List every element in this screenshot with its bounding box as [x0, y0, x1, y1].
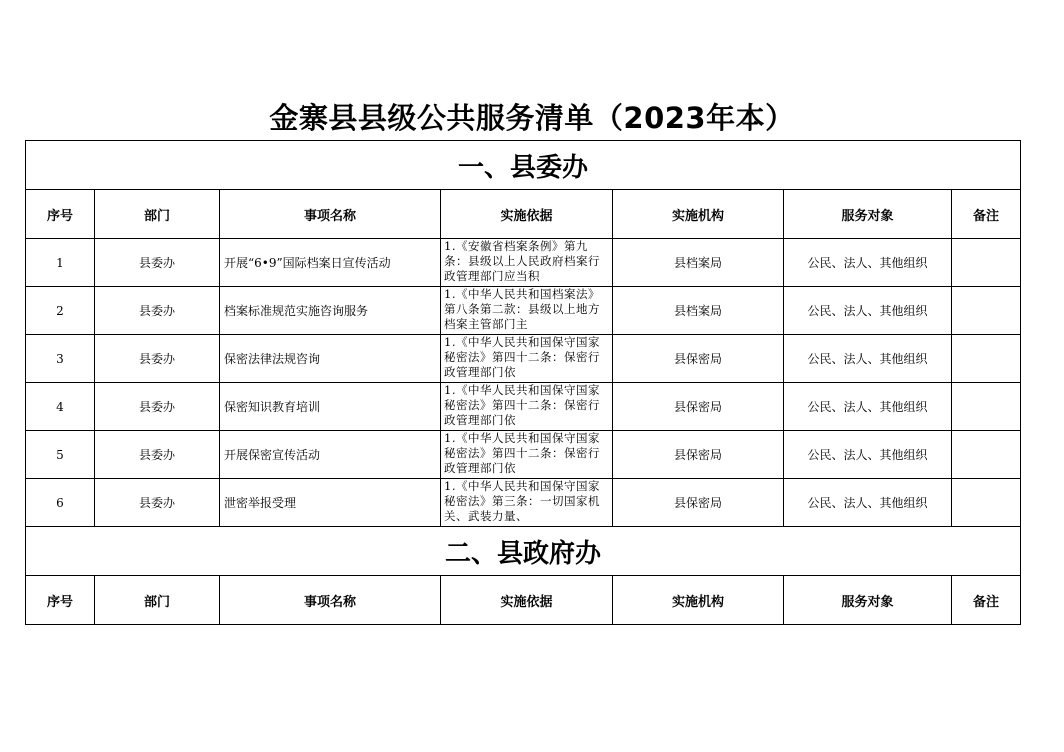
implementing-agency-cell: 县档案局: [613, 287, 784, 335]
implementing-agency-cell: 县保密局: [613, 479, 784, 527]
row-number-cell: 3: [26, 335, 95, 383]
service-item-cell: 泄密举报受理: [220, 479, 441, 527]
service-target-cell: 公民、法人、其他组织: [784, 383, 952, 431]
service-item-cell: 开展“6•9”国际档案日宣传活动: [220, 239, 441, 287]
remark-cell: [952, 239, 1021, 287]
legal-basis-text: 1.《安徽省档案条例》第九条：县级以上人民政府档案行政管理部门应当积: [444, 239, 600, 283]
column-header: 部门: [95, 576, 220, 625]
department-cell: 县委办: [95, 383, 220, 431]
column-header: 实施机构: [613, 576, 784, 625]
table-row: [26, 287, 1021, 335]
section-heading-row: [26, 527, 1021, 576]
row-number-cell: 1: [26, 239, 95, 287]
column-header: 服务对象: [784, 190, 952, 239]
legal-basis-cell: [441, 383, 613, 431]
remark-cell: [952, 431, 1021, 479]
legal-basis-cell: [441, 431, 613, 479]
service-item-cell: 档案标准规范实施咨询服务: [220, 287, 441, 335]
service-target-cell: 公民、法人、其他组织: [784, 239, 952, 287]
implementing-agency-cell: 县保密局: [613, 431, 784, 479]
table-row: [26, 431, 1021, 479]
department-cell: 县委办: [95, 431, 220, 479]
remark-cell: [952, 479, 1021, 527]
remark-cell: [952, 287, 1021, 335]
section-heading: 一、县委办: [26, 141, 1021, 190]
table-row: [26, 383, 1021, 431]
column-header: 序号: [26, 576, 95, 625]
column-header: 事项名称: [220, 190, 441, 239]
table-row: [26, 239, 1021, 287]
legal-basis-text: 1.《中华人民共和国保守国家秘密法》第四十二条：保密行政管理部门依: [444, 335, 600, 379]
department-cell: 县委办: [95, 239, 220, 287]
legal-basis-cell: [441, 335, 613, 383]
section-heading: 二、县政府办: [26, 527, 1021, 576]
service-target-cell: 公民、法人、其他组织: [784, 479, 952, 527]
row-number-cell: 5: [26, 431, 95, 479]
legal-basis-text: 1.《中华人民共和国保守国家秘密法》第三条：一切国家机关、武装力量、: [444, 479, 600, 523]
implementing-agency-cell: 县保密局: [613, 383, 784, 431]
row-number-cell: 6: [26, 479, 95, 527]
service-target-cell: 公民、法人、其他组织: [784, 335, 952, 383]
column-header: 序号: [26, 190, 95, 239]
column-header-row: [26, 190, 1021, 239]
row-number-cell: 2: [26, 287, 95, 335]
column-header-row: [26, 576, 1021, 625]
department-cell: 县委办: [95, 335, 220, 383]
service-target-cell: 公民、法人、其他组织: [784, 431, 952, 479]
column-header: 实施依据: [441, 576, 613, 625]
legal-basis-text: 1.《中华人民共和国保守国家秘密法》第四十二条：保密行政管理部门依: [444, 383, 600, 427]
service-item-cell: 保密法律法规咨询: [220, 335, 441, 383]
row-number-cell: 4: [26, 383, 95, 431]
column-header: 实施依据: [441, 190, 613, 239]
service-list-table: [25, 140, 1021, 625]
document-title: 金寨县县级公共服务清单（2023年本）: [269, 101, 795, 135]
legal-basis-cell: [441, 239, 613, 287]
column-header: 备注: [952, 190, 1021, 239]
department-cell: 县委办: [95, 479, 220, 527]
legal-basis-cell: [441, 287, 613, 335]
column-header: 部门: [95, 190, 220, 239]
service-target-cell: 公民、法人、其他组织: [784, 287, 952, 335]
remark-cell: [952, 335, 1021, 383]
department-cell: 县委办: [95, 287, 220, 335]
section-heading-row: [26, 141, 1021, 190]
column-header: 事项名称: [220, 576, 441, 625]
implementing-agency-cell: 县档案局: [613, 239, 784, 287]
column-header: 服务对象: [784, 576, 952, 625]
legal-basis-cell: [441, 479, 613, 527]
column-header: 备注: [952, 576, 1021, 625]
service-item-cell: 开展保密宣传活动: [220, 431, 441, 479]
column-header: 实施机构: [613, 190, 784, 239]
table-row: [26, 479, 1021, 527]
remark-cell: [952, 383, 1021, 431]
legal-basis-text: 1.《中华人民共和国保守国家秘密法》第四十二条：保密行政管理部门依: [444, 431, 600, 475]
service-item-cell: 保密知识教育培训: [220, 383, 441, 431]
legal-basis-text: 1.《中华人民共和国档案法》第八条第二款：县级以上地方档案主管部门主: [444, 287, 600, 331]
table-row: [26, 335, 1021, 383]
implementing-agency-cell: 县保密局: [613, 335, 784, 383]
